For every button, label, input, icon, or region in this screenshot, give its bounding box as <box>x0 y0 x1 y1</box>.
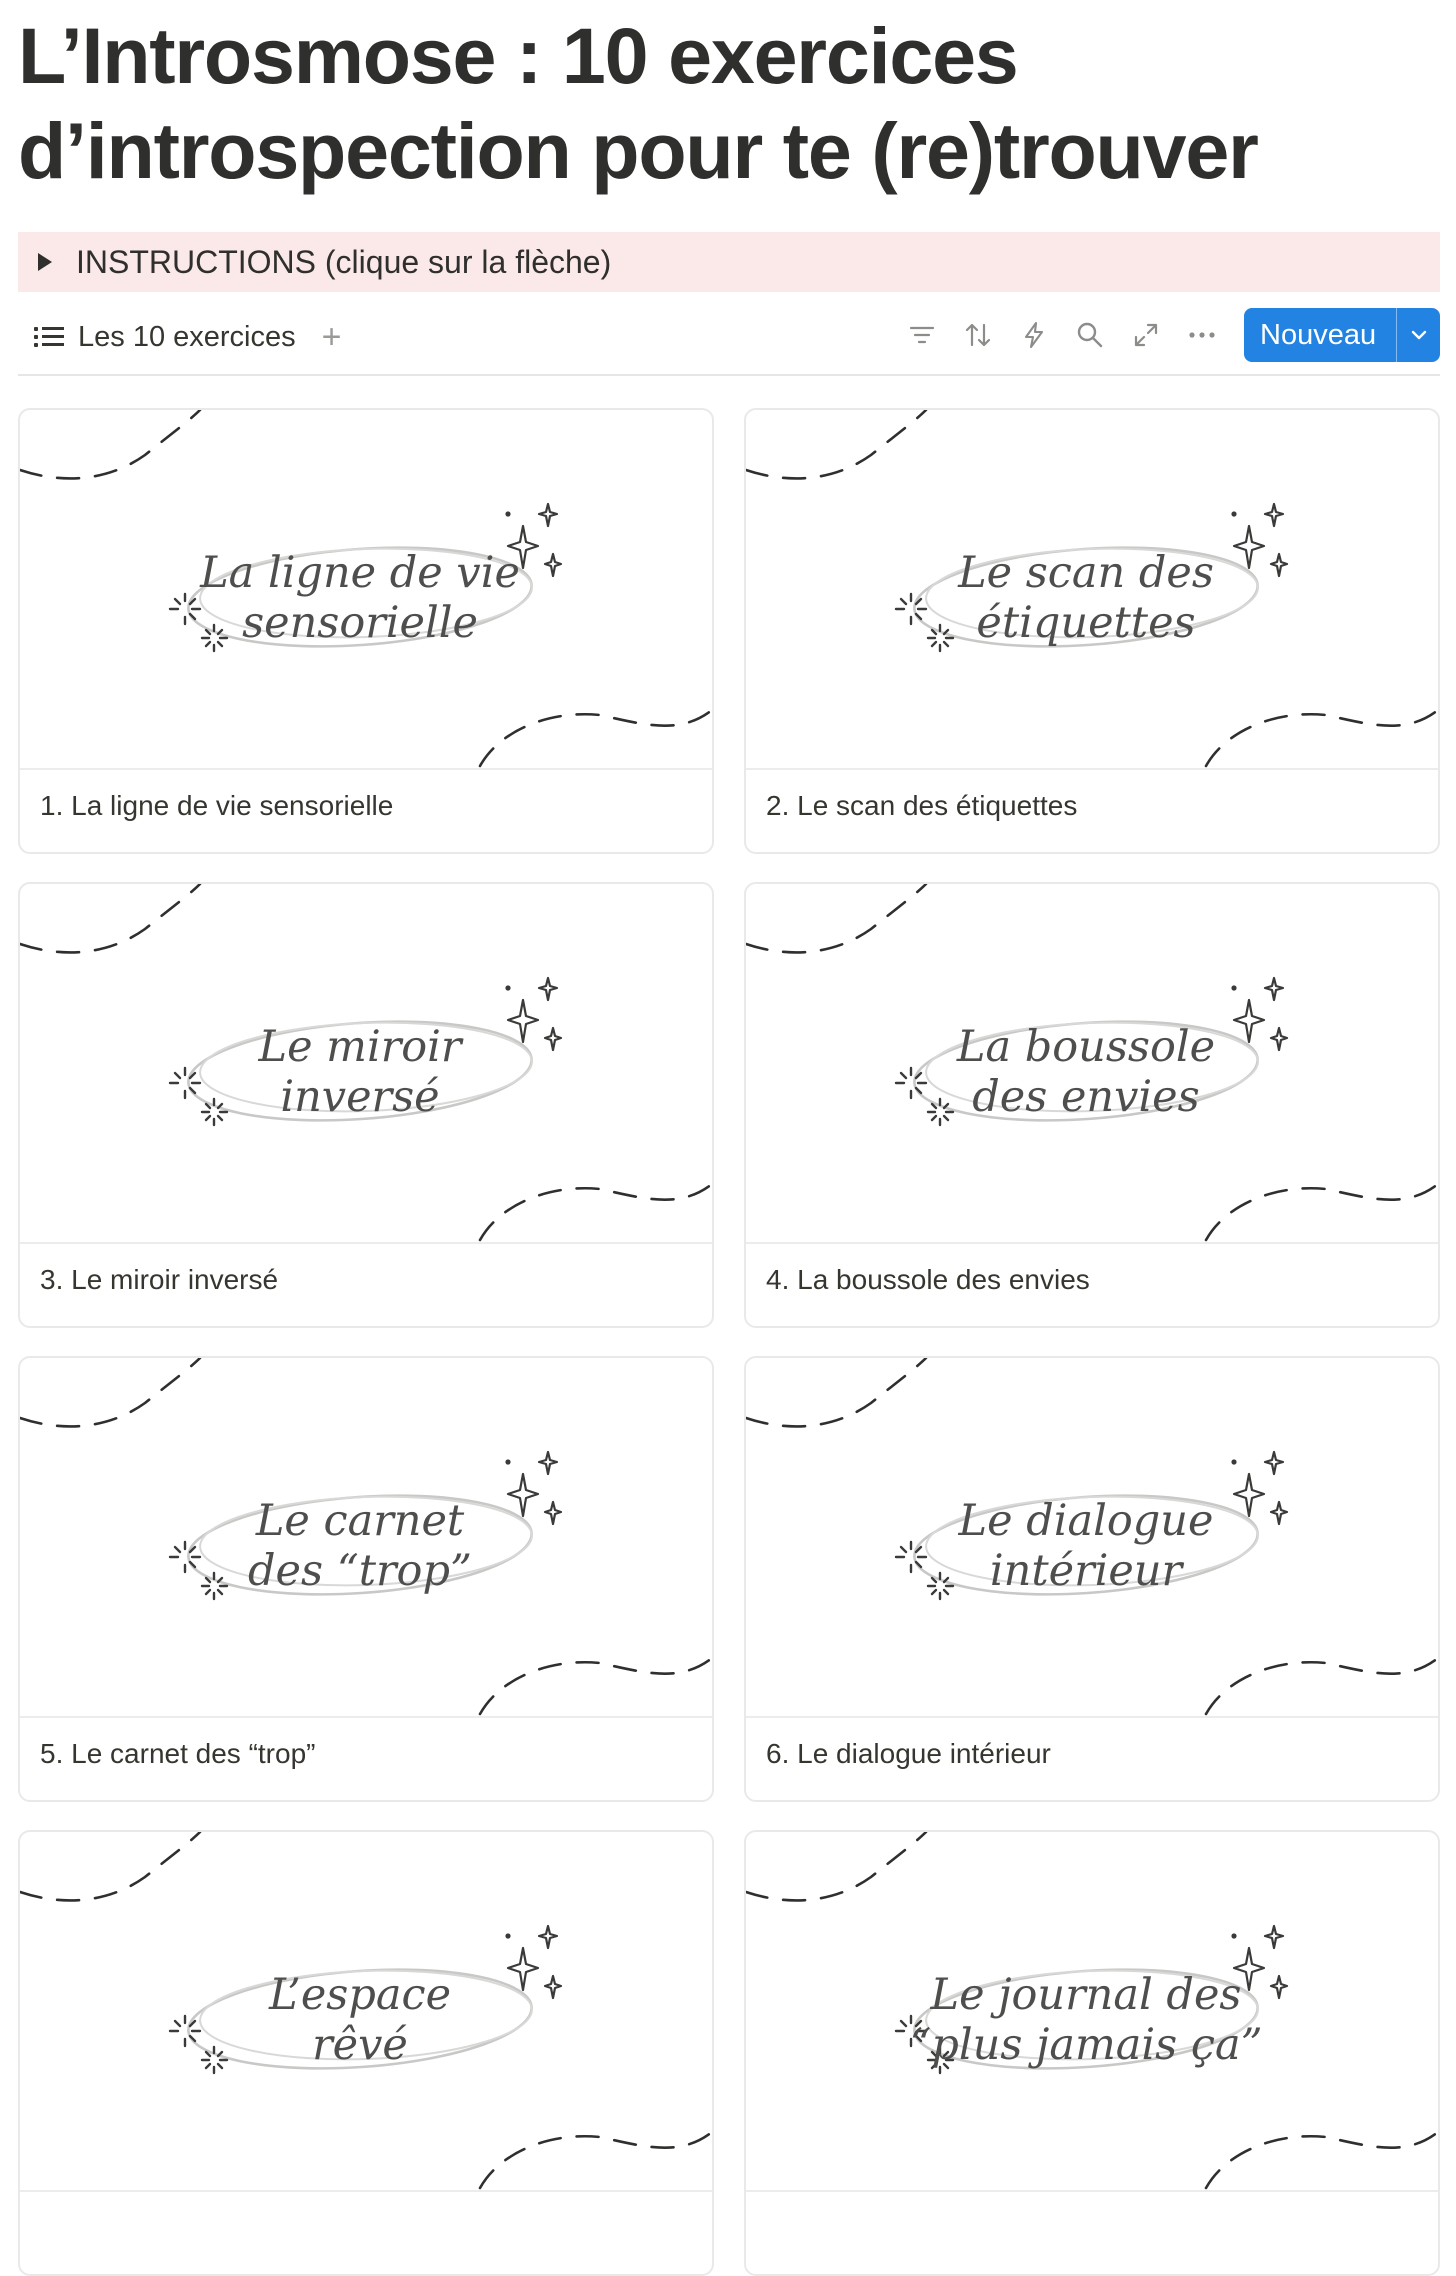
cover-line-1: La ligne de vie <box>200 548 520 598</box>
dashed-curve-top <box>20 884 200 952</box>
cover-line-1: Le journal des <box>930 1970 1242 2020</box>
card-cover <box>746 1832 1438 2192</box>
view-tab-exercices[interactable] <box>34 321 296 354</box>
card-cover <box>20 1832 712 2192</box>
cover-title <box>886 538 1286 658</box>
dashed-curve-top <box>20 1832 200 1900</box>
dashed-curve-top <box>746 410 926 478</box>
new-button[interactable] <box>1244 308 1440 362</box>
dashed-curve-bottom <box>480 1184 712 1240</box>
cover-title <box>160 1960 560 2080</box>
expand-icon[interactable] <box>1118 315 1174 355</box>
filter-icon[interactable] <box>894 315 950 355</box>
gallery-card[interactable] <box>18 408 714 854</box>
cover-line-2: inversé <box>280 1072 440 1122</box>
cover-line-1: Le dialogue <box>958 1496 1214 1546</box>
card-title: 5. Le carnet des “trop” <box>40 1738 316 1769</box>
gallery-card[interactable] <box>18 1356 714 1802</box>
cover-line-2: intérieur <box>989 1546 1183 1596</box>
dashed-curve-bottom <box>480 710 712 766</box>
card-title: 3. Le miroir inversé <box>40 1264 279 1295</box>
card-cover <box>746 410 1438 770</box>
more-icon[interactable] <box>1174 315 1230 355</box>
cover-line-2: “plus jamais ça” <box>909 2020 1263 2070</box>
instructions-label: INSTRUCTIONS (clique sur la flèche) <box>76 243 612 280</box>
gallery-grid <box>18 408 1440 2276</box>
card-cover <box>20 884 712 1244</box>
instructions-toggle[interactable] <box>18 232 1440 292</box>
cover-title <box>160 538 560 658</box>
cover-line-2: des envies <box>972 1072 1200 1122</box>
cover-line-2: étiquettes <box>976 598 1196 648</box>
dashed-curve-bottom <box>1206 1184 1438 1240</box>
cover-title <box>886 1486 1286 1606</box>
dashed-curve-top <box>20 1358 200 1426</box>
dashed-curve-bottom <box>480 2132 712 2188</box>
card-title: 2. Le scan des étiquettes <box>766 790 1078 821</box>
cover-line-2: sensorielle <box>242 598 478 648</box>
card-title: 6. Le dialogue intérieur <box>766 1738 1051 1769</box>
cover-line-1: La boussole <box>956 1022 1216 1072</box>
list-view-icon <box>34 325 64 349</box>
card-cover <box>746 1358 1438 1718</box>
dashed-curve-top <box>20 410 200 478</box>
add-view-icon[interactable]: + <box>321 318 342 356</box>
cover-title <box>886 1960 1286 2080</box>
card-cover <box>746 884 1438 1244</box>
gallery-card[interactable] <box>744 1356 1440 1802</box>
toggle-arrow-icon[interactable] <box>38 253 52 271</box>
cover-line-2: rêvé <box>312 2020 408 2070</box>
cover-line-1: Le miroir <box>258 1022 462 1072</box>
dashed-curve-bottom <box>1206 2132 1438 2188</box>
gallery-card[interactable] <box>744 408 1440 854</box>
chevron-down-icon[interactable] <box>1397 329 1440 341</box>
cover-line-2: des “trop” <box>248 1546 472 1596</box>
page-title: L’Introsmose : 10 exercices d’introspection pour te (re)trouver <box>18 11 1258 195</box>
search-icon[interactable] <box>1062 315 1118 355</box>
cover-line-1: Le scan des <box>958 548 1214 598</box>
card-cover <box>20 410 712 770</box>
dashed-curve-top <box>746 1832 926 1900</box>
card-title: 4. La boussole des envies <box>766 1264 1090 1295</box>
dashed-curve-bottom <box>480 1658 712 1714</box>
sort-icon[interactable] <box>950 315 1006 355</box>
automation-icon[interactable] <box>1006 315 1062 355</box>
cover-title <box>160 1486 560 1606</box>
card-title: 1. La ligne de vie sensorielle <box>40 790 394 821</box>
new-button-label: Nouveau <box>1260 318 1377 351</box>
view-label: Les 10 exercices <box>78 320 296 353</box>
cover-line-1: Le carnet <box>255 1496 465 1546</box>
cover-line-1: L’espace <box>268 1970 452 2020</box>
card-cover <box>20 1358 712 1718</box>
database-actions <box>894 308 1440 362</box>
dashed-curve-bottom <box>1206 1658 1438 1714</box>
gallery-card[interactable] <box>744 882 1440 1328</box>
gallery-card[interactable] <box>744 1830 1440 2276</box>
dashed-curve-top <box>746 1358 926 1426</box>
cover-title <box>160 1012 560 1132</box>
gallery-card[interactable] <box>18 1830 714 2276</box>
gallery-card[interactable] <box>18 882 714 1328</box>
dashed-curve-bottom <box>1206 710 1438 766</box>
database-toolbar <box>18 300 1440 376</box>
dashed-curve-top <box>746 884 926 952</box>
cover-title <box>886 1012 1286 1132</box>
